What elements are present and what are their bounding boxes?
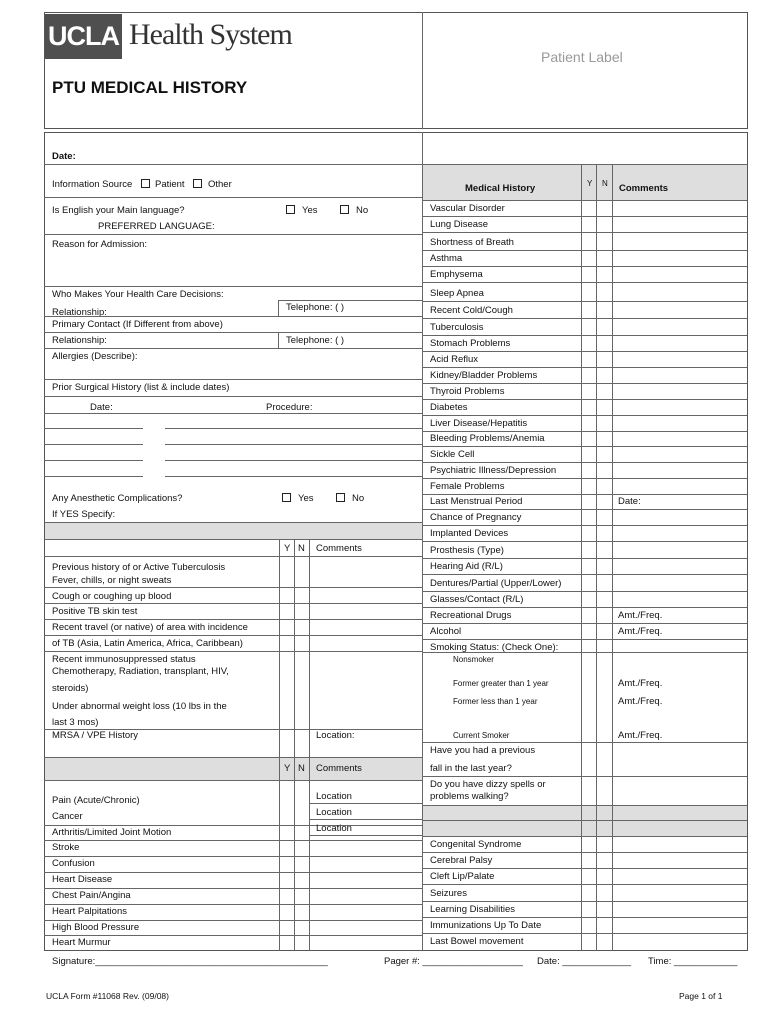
cond-col-n: N bbox=[298, 763, 305, 774]
anesthetic-no-checkbox[interactable] bbox=[336, 493, 345, 502]
english-yes-checkbox[interactable] bbox=[286, 205, 295, 214]
english-no-label: No bbox=[356, 205, 369, 216]
footer-time-line[interactable]: Time: ____________ bbox=[648, 956, 738, 967]
medical-history-item: Dentures/Partial (Upper/Lower) bbox=[430, 578, 562, 589]
condition-item: Pain (Acute/Chronic) bbox=[52, 795, 140, 806]
relationship-2: Relationship: bbox=[52, 335, 107, 346]
tb-item: Fever, chills, or night sweats bbox=[52, 575, 172, 586]
mrsa-location: Location: bbox=[316, 730, 355, 741]
medical-history-item: Diabetes bbox=[430, 402, 468, 413]
smoking-former-lt: Former less than 1 year bbox=[453, 697, 538, 706]
prior-surgical-label: Prior Surgical History (list & include dates) bbox=[52, 382, 230, 393]
medical-history-item: Tuberculosis bbox=[430, 322, 484, 333]
lmp-date-comment: Date: bbox=[618, 496, 641, 507]
dizzy-question-line2: problems walking? bbox=[430, 791, 509, 802]
medical-history-item: Stomach Problems bbox=[430, 338, 511, 349]
telephone-1: Telephone: ( ) bbox=[286, 302, 345, 313]
right-col-comments: Comments bbox=[619, 183, 669, 194]
cond-location-2: Location bbox=[316, 807, 352, 818]
medical-history-item: Hearing Aid (R/L) bbox=[430, 561, 503, 572]
anesthetic-question: Any Anesthetic Complications? bbox=[52, 493, 183, 504]
condition-item: Heart Murmur bbox=[52, 937, 111, 948]
ucla-logo: UCLA bbox=[45, 14, 122, 59]
fall-question-line1: Have you had a previous bbox=[430, 745, 536, 756]
medical-history-item: Thyroid Problems bbox=[430, 386, 505, 397]
medical-history-item: Immunizations Up To Date bbox=[430, 920, 542, 931]
surgical-procedure-header: Procedure: bbox=[266, 402, 313, 413]
medical-history-item: Bleeding Problems/Anemia bbox=[430, 433, 545, 444]
left-shaded-band-2 bbox=[45, 758, 422, 780]
info-source-other-checkbox[interactable] bbox=[193, 179, 202, 188]
condition-item: High Blood Pressure bbox=[52, 922, 140, 933]
surgical-date-header: Date: bbox=[90, 402, 113, 413]
right-col-y: Y bbox=[587, 179, 593, 188]
medical-history-item: Learning Disabilities bbox=[430, 904, 516, 915]
smoking-current: Current Smoker bbox=[453, 731, 510, 740]
cond-location-3: Location bbox=[316, 823, 352, 834]
tb-item: Under abnormal weight loss (10 lbs in the bbox=[52, 701, 227, 712]
medical-history-item: Acid Reflux bbox=[430, 354, 479, 365]
medical-history-item: Recreational Drugs bbox=[430, 610, 512, 621]
tb-col-y: Y bbox=[284, 543, 291, 554]
medical-history-item: Implanted Devices bbox=[430, 528, 509, 539]
tb-item: MRSA / VPE History bbox=[52, 730, 139, 741]
reason-for-admission: Reason for Admission: bbox=[52, 239, 148, 250]
right-shaded-band bbox=[423, 806, 747, 836]
anesthetic-no-label: No bbox=[352, 493, 365, 504]
footer-date-line[interactable]: Date: _____________ bbox=[537, 956, 632, 967]
fall-question-line2: fall in the last year? bbox=[430, 763, 512, 774]
left-shaded-band-1 bbox=[45, 523, 422, 539]
right-col-n: N bbox=[602, 179, 608, 188]
tb-col-comments: Comments bbox=[316, 543, 362, 554]
anesthetic-yes-label: Yes bbox=[298, 493, 314, 504]
info-source-patient-label: Patient bbox=[155, 179, 185, 190]
info-source-patient-checkbox[interactable] bbox=[141, 179, 150, 188]
condition-item: Chest Pain/Angina bbox=[52, 890, 131, 901]
date-label: Date: bbox=[52, 151, 76, 162]
tb-item: Cough or coughing up blood bbox=[52, 591, 172, 602]
signature-line[interactable]: Signature:____________________________________________ bbox=[52, 956, 328, 967]
pager-line[interactable]: Pager #: ___________________ bbox=[384, 956, 523, 967]
medical-history-item: Last Bowel movement bbox=[430, 936, 524, 947]
medical-history-item: Vascular Disorder bbox=[430, 203, 505, 214]
tb-item: Recent travel (or native) of area with incidence bbox=[52, 622, 248, 633]
logo-text: Health System bbox=[129, 18, 292, 51]
tb-item: Positive TB skin test bbox=[52, 606, 138, 617]
if-yes-specify: If YES Specify: bbox=[52, 509, 116, 520]
medical-history-item: Glasses/Contact (R/L) bbox=[430, 594, 524, 605]
medical-history-item: Emphysema bbox=[430, 269, 483, 280]
tb-item: of TB (Asia, Latin America, Africa, Caribbean) bbox=[52, 638, 243, 649]
medical-history-item: Liver Disease/Hepatitis bbox=[430, 418, 528, 429]
medical-history-item: Seizures bbox=[430, 888, 467, 899]
medical-history-item: Female Problems bbox=[430, 481, 505, 492]
condition-item: Cancer bbox=[52, 811, 83, 822]
condition-item: Heart Disease bbox=[52, 874, 113, 885]
condition-item: Stroke bbox=[52, 842, 80, 853]
tb-item: Recent immunosuppressed status bbox=[52, 654, 196, 665]
relationship-1: Relationship: bbox=[52, 307, 107, 318]
patient-label: Patient Label bbox=[541, 49, 623, 65]
amt-freq-former-lt: Amt./Freq. bbox=[618, 696, 663, 707]
right-header-shade bbox=[423, 164, 747, 200]
amt-freq-current: Amt./Freq. bbox=[618, 730, 663, 741]
tb-item: Chemotherapy, Radiation, transplant, HIV, bbox=[52, 666, 229, 677]
medical-history-item: Kidney/Bladder Problems bbox=[430, 370, 538, 381]
medical-history-item: Sleep Apnea bbox=[430, 288, 484, 299]
medical-history-item: Cerebral Palsy bbox=[430, 855, 493, 866]
tb-item: last 3 mos) bbox=[52, 717, 99, 728]
smoking-status-label: Smoking Status: (Check One): bbox=[430, 642, 559, 653]
medical-history-item: Sickle Cell bbox=[430, 449, 475, 460]
medical-history-item: Shortness of Breath bbox=[430, 237, 514, 248]
medical-history-header: Medical History bbox=[465, 183, 536, 194]
condition-item: Heart Palpitations bbox=[52, 906, 127, 917]
condition-item: Confusion bbox=[52, 858, 95, 869]
english-no-checkbox[interactable] bbox=[340, 205, 349, 214]
medical-history-item: Psychiatric Illness/Depression bbox=[430, 465, 557, 476]
info-source-label: Information Source bbox=[52, 179, 133, 190]
medical-history-item: Alcohol bbox=[430, 626, 462, 637]
tb-col-n: N bbox=[298, 543, 305, 554]
drugs-amt-freq: Amt./Freq. bbox=[618, 610, 663, 621]
telephone-2: Telephone: ( ) bbox=[286, 335, 345, 346]
anesthetic-yes-checkbox[interactable] bbox=[282, 493, 291, 502]
form-id: UCLA Form #11068 Rev. (09/08) bbox=[46, 991, 169, 1001]
alcohol-amt-freq: Amt./Freq. bbox=[618, 626, 663, 637]
medical-history-item: Congenital Syndrome bbox=[430, 839, 522, 850]
tb-item: steroids) bbox=[52, 683, 89, 694]
condition-item: Arthritis/Limited Joint Motion bbox=[52, 827, 172, 838]
page-title: PTU MEDICAL HISTORY bbox=[52, 78, 248, 97]
smoking-former-gt: Former greater than 1 year bbox=[453, 679, 549, 688]
allergies-label: Allergies (Describe): bbox=[52, 351, 138, 362]
primary-contact-label: Primary Contact (If Different from above) bbox=[52, 319, 223, 330]
cond-col-comments: Comments bbox=[316, 763, 362, 774]
english-yes-label: Yes bbox=[302, 205, 318, 216]
amt-freq-former-gt: Amt./Freq. bbox=[618, 678, 663, 689]
tb-item: Previous history of or Active Tuberculosis bbox=[52, 562, 226, 573]
info-source-other-label: Other bbox=[208, 179, 232, 190]
medical-history-item: Recent Cold/Cough bbox=[430, 305, 513, 316]
cond-location-1: Location bbox=[316, 791, 352, 802]
dizzy-question-line1: Do you have dizzy spells or bbox=[430, 779, 546, 790]
medical-history-item: Asthma bbox=[430, 253, 463, 264]
decisions-label: Who Makes Your Health Care Decisions: bbox=[52, 289, 224, 300]
medical-history-item: Cleft Lip/Palate bbox=[430, 871, 495, 882]
english-question: Is English your Main language? bbox=[52, 205, 185, 216]
medical-history-item: Last Menstrual Period bbox=[430, 496, 523, 507]
cond-col-y: Y bbox=[284, 763, 291, 774]
page-number: Page 1 of 1 bbox=[679, 991, 723, 1001]
header-divider bbox=[422, 12, 423, 129]
smoking-nonsmoker: Nonsmoker bbox=[453, 655, 494, 664]
medical-history-item: Prosthesis (Type) bbox=[430, 545, 504, 556]
preferred-language-label: PREFERRED LANGUAGE: bbox=[98, 221, 215, 232]
medical-history-item: Chance of Pregnancy bbox=[430, 512, 522, 523]
medical-history-item: Lung Disease bbox=[430, 219, 489, 230]
